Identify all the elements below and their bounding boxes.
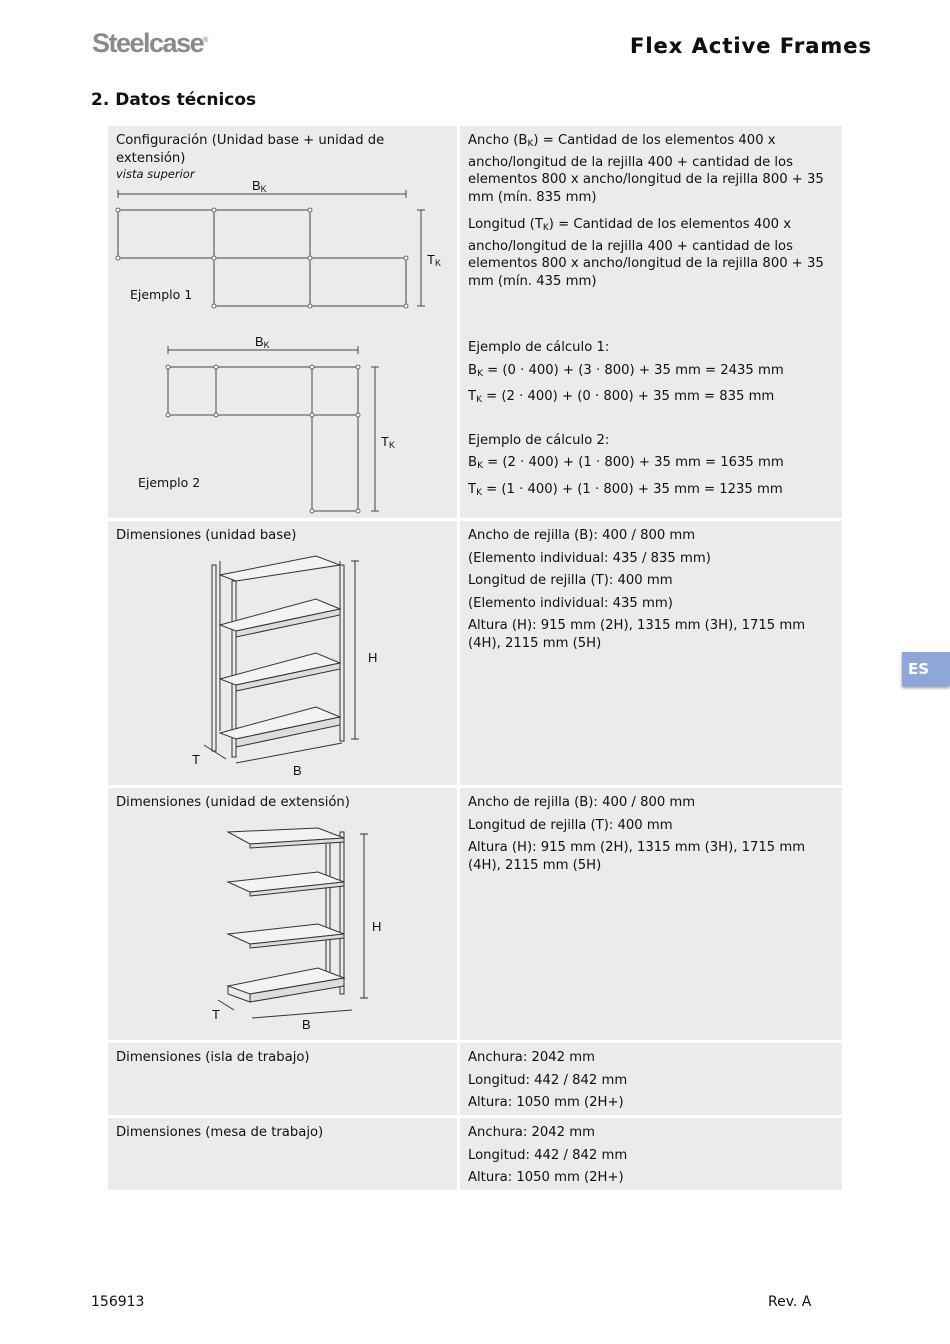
isla-line: Altura: 1050 mm (2H+) [468,1095,624,1110]
base-right-cell [460,521,842,785]
calc1-title: Ejemplo de cálculo 1: [468,340,610,355]
base-t-label: T [192,752,200,767]
config-subtitle: vista superior [116,167,195,181]
config-left-cell [108,126,457,518]
extension-t-label: T [212,1007,220,1022]
base-title: Dimensiones (unidad base) [116,528,297,543]
calc1-t: $T_K = (2 \cdot 400) + (0 \cdot 800) + 35$ mm = 835 mm [468,389,775,405]
section-title: 2. Datos técnicos [91,90,257,110]
bk-label-ex1: $B_K$ [252,178,267,194]
base-h-label: H [368,650,378,665]
tk-label-ex2: $T_K$ [381,434,395,450]
config-title: Configuración (Unidad base + unidad de extensión) [116,133,385,166]
row-configuration [108,126,842,518]
calc2-b: $B_K = (2 \cdot 400) + (1 \cdot 800) + 35$ mm = 1635 mm [468,455,784,471]
row-base-unit [108,521,842,785]
isla-left-cell [108,1043,457,1115]
calc2-t: $T_K = (1 \cdot 400) + (1 \cdot 800) + 35$ mm = 1235 mm [468,481,783,498]
mesa-line: Anchura: 2042 mm [468,1125,595,1140]
extension-left-cell [108,788,457,1040]
calc2-title: Ejemplo de cálculo 2: [468,432,610,448]
extension-line: Longitud de rejilla (T): 400 mm [468,817,673,833]
tech-data-table [108,126,842,1193]
base-left-cell [108,521,457,785]
ancho-formula: Ancho $(B_K)$ = Cantidad de los elementos 400 x ancho/longitud de la rejilla 400 + cantidad de los elementos 800 x ancho/longitud de la rejilla 800 + 35 mm (mín. 835 mm) [468,133,824,205]
base-b-label: B [293,763,302,778]
language-tab-es[interactable]: ES [902,652,950,686]
extension-unit-drawing [108,788,457,1040]
product-title: Flex Active Frames [630,34,872,58]
config-right-cell [460,126,842,518]
base-line: (Elemento individual: 435 / 835 mm) [468,550,711,566]
extension-right-cell [460,788,842,1040]
base-unit-drawing [108,521,457,785]
base-line: Altura (H): 915 mm (2H), 1315 mm (3H), 1715 mm (4H), 2115 mm (5H) [468,618,806,651]
ejemplo-2-label: Ejemplo 2 [138,475,201,490]
extension-h-label: H [372,919,382,934]
extension-line: Altura (H): 915 mm (2H), 1315 mm (3H), 1715 mm (4H), 2115 mm (5H) [468,840,806,873]
isla-title: Dimensiones (isla de trabajo) [116,1050,310,1065]
bk-label-ex2: $B_K$ [255,334,270,350]
row-extension-unit [108,788,842,1040]
mesa-title: Dimensiones (mesa de trabajo) [116,1125,324,1140]
mesa-left-cell [108,1118,457,1190]
ejemplo-1-label: Ejemplo 1 [130,287,193,302]
extension-line: Ancho de rejilla (B): 400 / 800 mm [468,795,696,810]
longitud-formula: Longitud $(T_K)$ = Cantidad de los elementos 400 x ancho/longitud de la rejilla 400 + cantidad de los elementos 800 x ancho/longitud de la rejilla 800 + 35 mm (mín. 435 mm) [468,217,824,289]
calc1-b: $B_K = (0 \cdot 400) + (3 \cdot 800) + 35$ mm = 2435 mm [468,362,784,379]
extension-title: Dimensiones (unidad de extensión) [116,795,350,810]
extension-b-label: B [302,1017,311,1032]
base-line: Longitud de rejilla (T): 400 mm [468,573,673,588]
mesa-right-cell [460,1118,842,1190]
base-line: Ancho de rejilla (B): 400 / 800 mm [468,528,696,543]
base-line: (Elemento individual: 435 mm) [468,595,673,611]
isla-line: Longitud: 442 / 842 mm [468,1072,628,1088]
tk-label-ex1: $T_K$ [427,252,441,268]
row-mesa-trabajo [108,1118,842,1190]
revision: Rev. A [768,1294,812,1310]
doc-number: 156913 [91,1294,145,1310]
isla-line: Anchura: 2042 mm [468,1050,595,1065]
isla-right-cell [460,1043,842,1115]
row-isla-trabajo [108,1043,842,1115]
mesa-line: Altura: 1050 mm (2H+) [468,1170,624,1185]
config-top-view-diagram [108,126,457,518]
mesa-line: Longitud: 442 / 842 mm [468,1147,628,1163]
steelcase-logo: Steelcase® [92,28,209,58]
